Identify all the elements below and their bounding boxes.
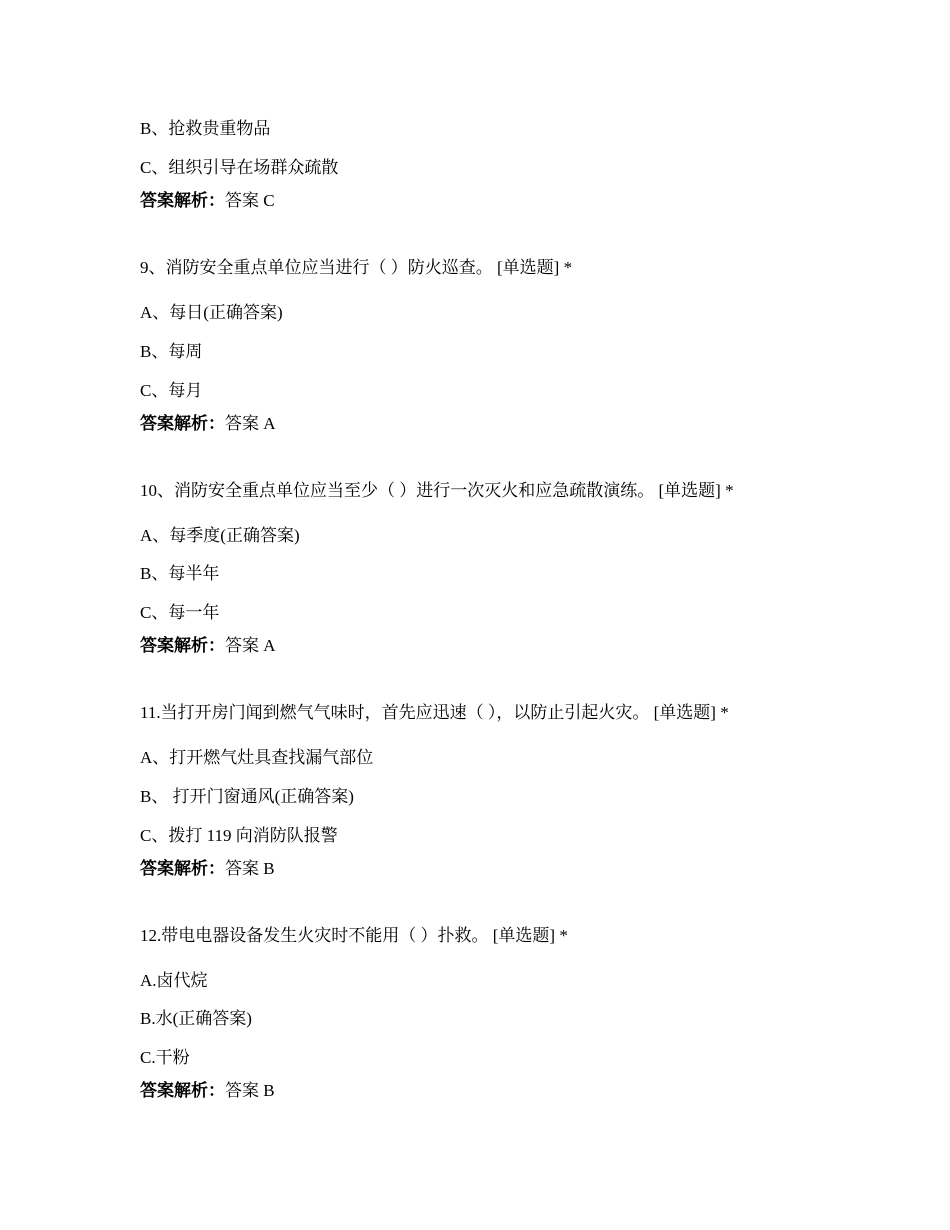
q12-option-c: C.干粉 [140, 1048, 190, 1067]
question-12-text: 12.带电电器设备发生火灾时不能用（ ）扑救。 [单选题] * [140, 926, 568, 945]
question-10-text: 10、消防安全重点单位应当至少（ ）进行一次灭火和应急疏散演练。 [单选题] * [140, 481, 734, 500]
option-b: B、抢救贵重物品 [140, 119, 271, 138]
q10-option-a: A、每季度(正确答案) [140, 526, 300, 545]
answer-label: 答案解析： [140, 191, 225, 210]
q11-answer-explanation [140, 858, 275, 880]
q10-option-b: B、每半年 [140, 564, 220, 583]
q11-option-c: C、拨打 119 向消防队报警 [140, 826, 338, 845]
question-11-text: 11.当打开房门闻到燃气气味时，首先应迅速（ ），以防止引起火灾。 [单选题] * [140, 703, 729, 722]
q10-option-c: C、每一年 [140, 603, 220, 622]
answer-value: 答案 A [225, 636, 276, 655]
question-9-text: 9、消防安全重点单位应当进行（ ）防火巡查。 [单选题] * [140, 258, 573, 277]
q10-answer-explanation [140, 635, 276, 657]
q9-option-b: B、每周 [140, 342, 203, 361]
q11-option-b: B、 打开门窗通风(正确答案) [140, 787, 354, 806]
q9-answer-explanation [140, 413, 276, 435]
q12-option-a: A.卤代烷 [140, 971, 208, 990]
q9-option-a: A、每日(正确答案) [140, 303, 283, 322]
answer-label: 答案解析： [140, 859, 225, 878]
answer-label: 答案解析： [140, 636, 225, 655]
answer-value: 答案 B [225, 1081, 275, 1100]
option-c: C、组织引导在场群众疏散 [140, 158, 339, 177]
answer-value: 答案 C [225, 191, 275, 210]
q12-option-b: B.水(正确答案) [140, 1009, 252, 1028]
answer-explanation [140, 190, 275, 212]
answer-value: 答案 A [225, 414, 276, 433]
q11-option-a: A、打开燃气灶具查找漏气部位 [140, 748, 374, 767]
q9-option-c: C、每月 [140, 381, 203, 400]
q12-answer-explanation [140, 1080, 275, 1102]
answer-value: 答案 B [225, 859, 275, 878]
answer-label: 答案解析： [140, 1081, 225, 1100]
answer-label: 答案解析： [140, 414, 225, 433]
